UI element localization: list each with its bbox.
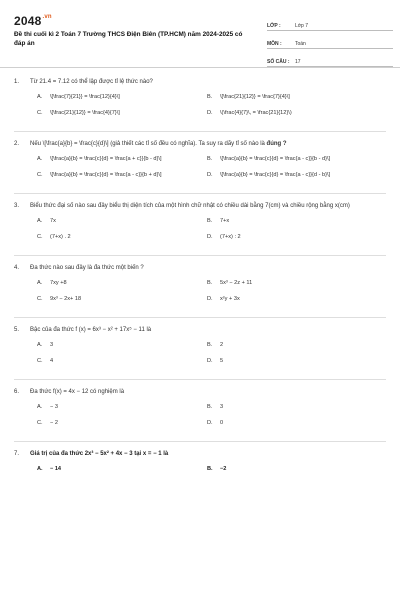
option-letter: A. — [37, 94, 43, 100]
answer-option[interactable] — [207, 341, 377, 349]
answer-option[interactable] — [37, 279, 207, 287]
option-letter: C. — [37, 358, 43, 364]
answer-option[interactable] — [37, 465, 207, 473]
option-letter: C. — [37, 172, 43, 178]
answer-option[interactable] — [37, 419, 207, 427]
question-text-body: Đa thức nào sau đây là đa thức một biến ? — [30, 265, 144, 271]
answer-option[interactable] — [37, 341, 207, 349]
meta-label: MÔN : — [267, 41, 282, 47]
option-letter: B. — [207, 466, 213, 472]
question-stem — [14, 78, 386, 87]
option-letter: D. — [207, 358, 213, 364]
question-6 — [14, 388, 386, 442]
question-text — [30, 450, 386, 459]
question-divider — [14, 255, 386, 256]
answer-options — [37, 341, 386, 373]
option-text: 5 — [220, 358, 224, 364]
meta-label: SỐ CÂU : — [267, 59, 290, 65]
question-divider — [14, 441, 386, 442]
option-text: \[\frac{a}{b} = \frac{c}{d} = \frac{a - c}}{d - b}\] — [220, 172, 331, 178]
answer-option[interactable] — [207, 155, 377, 163]
option-text: (7+x) : 2 — [220, 234, 241, 240]
option-letter: D. — [207, 234, 213, 240]
answer-option[interactable] — [207, 465, 377, 473]
answer-option[interactable] — [37, 217, 207, 225]
answer-option[interactable] — [207, 217, 377, 225]
question-number: 2. — [14, 141, 20, 147]
question-number: 6. — [14, 389, 20, 395]
question-number: 3. — [14, 203, 20, 209]
question-text — [30, 326, 386, 335]
answer-option[interactable] — [37, 171, 207, 179]
option-letter: A. — [37, 280, 43, 286]
question-stem — [14, 264, 386, 273]
question-2 — [14, 140, 386, 194]
document-header — [14, 0, 386, 65]
answer-option[interactable] — [207, 171, 377, 179]
question-stem — [14, 326, 386, 335]
option-text: \[\frac{a}{b} = \frac{c}{d} = \frac{a - c}}{b + d}\] — [50, 172, 162, 178]
question-1 — [14, 78, 386, 132]
option-text: − 2 — [50, 420, 58, 426]
question-stem — [14, 140, 386, 149]
answer-options — [37, 279, 386, 311]
option-letter: B. — [207, 218, 213, 224]
answer-option[interactable] — [207, 233, 377, 241]
question-text — [30, 388, 386, 397]
question-number: 1. — [14, 79, 20, 85]
exam-meta — [267, 18, 393, 72]
option-text: − 14 — [50, 466, 62, 472]
option-letter: B. — [207, 342, 213, 348]
question-text-body: Đa thức f(x) = 4x − 12 có nghiệm là — [30, 389, 125, 395]
option-text: (7+x) . 2 — [50, 234, 71, 240]
answer-options — [37, 465, 386, 481]
answer-option[interactable] — [37, 233, 207, 241]
answer-option[interactable] — [207, 279, 377, 287]
option-letter: A. — [37, 342, 43, 348]
option-letter: C. — [37, 420, 43, 426]
question-stem — [14, 202, 386, 211]
question-number: 5. — [14, 327, 20, 333]
option-letter: A. — [37, 404, 43, 410]
option-letter: C. — [37, 296, 43, 302]
option-letter: D. — [207, 110, 213, 116]
header-divider — [0, 67, 400, 68]
option-text: −2 — [220, 466, 227, 472]
option-letter: A. — [37, 466, 43, 472]
answer-option[interactable] — [37, 155, 207, 163]
option-text: 9x³ − 2x+ 18 — [50, 296, 82, 302]
question-number: 7. — [14, 451, 20, 457]
meta-row-subject — [267, 36, 393, 49]
option-text: 5x³ − 2z + 11 — [220, 280, 253, 286]
logo-suffix: .vn — [42, 14, 52, 20]
question-5 — [14, 326, 386, 380]
answer-option[interactable] — [207, 357, 377, 365]
question-text-body: Nếu \[\frac{a}{b} = \frac{c}{d}\] (giả thiết các tỉ số đều có nghĩa). Ta suy ra dãy tỉ số nào là — [30, 141, 265, 147]
question-divider — [14, 131, 386, 132]
question-text — [30, 78, 386, 87]
option-letter: A. — [37, 156, 43, 162]
answer-options — [37, 93, 386, 125]
option-text: 2 — [220, 342, 224, 348]
meta-row-class — [267, 18, 393, 31]
question-list — [14, 78, 386, 481]
option-text: \(\frac{4}{7}\, = \frac{21}{12}\) — [220, 110, 292, 116]
question-number: 4. — [14, 265, 20, 271]
option-letter: B. — [207, 156, 213, 162]
option-text: 3 — [50, 342, 54, 348]
option-text: \[\frac{a}{b} = \frac{c}{d} = \frac{a - c}}{b - d}\] — [220, 156, 331, 162]
option-letter: C. — [37, 110, 43, 116]
question-text-body: Từ 21.4 = 7.12 có thể lập được tỉ lệ thức nào? — [30, 79, 153, 85]
option-text: \[\frac{21}{12}} = \frac{4}{7}\] — [50, 110, 120, 116]
option-text: 0 — [220, 420, 224, 426]
answer-option[interactable] — [207, 93, 377, 101]
question-text-body: Bậc của đa thức f (x) = 6x³ − x² + 17x⁵ − 11 là — [30, 327, 152, 333]
question-text — [30, 140, 386, 149]
meta-label: LỚP : — [267, 23, 281, 29]
answer-option[interactable] — [207, 403, 377, 411]
logo-text: 2048 — [14, 14, 42, 28]
option-letter: B. — [207, 404, 213, 410]
option-text: 7x — [50, 218, 56, 224]
option-letter: B. — [207, 280, 213, 286]
question-text-body: Giá trị của đa thức 2x³ − 5x² + 4x − 3 tại x = − 1 là — [30, 451, 169, 457]
question-text — [30, 202, 386, 211]
question-stem — [14, 450, 386, 459]
option-text: x²y + 3x — [220, 296, 240, 302]
answer-option[interactable] — [37, 295, 207, 303]
question-3 — [14, 202, 386, 256]
meta-row-count — [267, 54, 393, 67]
answer-options — [37, 217, 386, 249]
question-7 — [14, 450, 386, 481]
option-text: 7+x — [220, 218, 230, 224]
option-letter: B. — [207, 94, 213, 100]
answer-option[interactable] — [37, 109, 207, 117]
answer-option[interactable] — [207, 419, 377, 427]
question-4 — [14, 264, 386, 318]
meta-value: Toán — [295, 41, 306, 47]
answer-option[interactable] — [207, 109, 377, 117]
site-logo[interactable] — [14, 14, 52, 28]
option-letter: D. — [207, 296, 213, 302]
option-text: 7xy +8 — [50, 280, 67, 286]
option-text: 4 — [50, 358, 54, 364]
question-divider — [14, 193, 386, 194]
option-text: \[\frac{7}{21}} = \frac{12}{4}\] — [50, 94, 120, 100]
option-letter: A. — [37, 218, 43, 224]
answer-options — [37, 155, 386, 187]
option-text: \[\frac{a}{b} = \frac{c}{d} = \frac{a + c}}{b - d}\] — [50, 156, 162, 162]
meta-value: 17 — [295, 59, 301, 65]
exam-title: Đề thi cuối kì 2 Toán 7 Trường THCS Điện Biên (TP.HCM) năm 2024-2025 có đáp án — [14, 31, 243, 47]
question-text-body: Biểu thức đại số nào sau đây biểu thị diện tích của một hình chữ nhật có chiều dài bằng 7(cm) và chiều rộng bằng x(cm) — [30, 203, 350, 209]
question-text-emphasis: đúng ? — [266, 141, 287, 147]
question-divider — [14, 379, 386, 380]
answer-option[interactable] — [37, 93, 207, 101]
option-text: − 3 — [50, 404, 58, 410]
option-letter: C. — [37, 234, 43, 240]
option-letter: D. — [207, 420, 213, 426]
option-text: 3 — [220, 404, 224, 410]
answer-option[interactable] — [37, 357, 207, 365]
question-stem — [14, 388, 386, 397]
question-text — [30, 264, 386, 273]
question-divider — [14, 317, 386, 318]
answer-option[interactable] — [207, 295, 377, 303]
answer-option[interactable] — [37, 403, 207, 411]
option-letter: D. — [207, 172, 213, 178]
option-text: \[\frac{21}{12}} = \frac{7}{4}\] — [220, 94, 290, 100]
meta-value: Lớp 7 — [295, 23, 309, 29]
answer-options — [37, 403, 386, 435]
